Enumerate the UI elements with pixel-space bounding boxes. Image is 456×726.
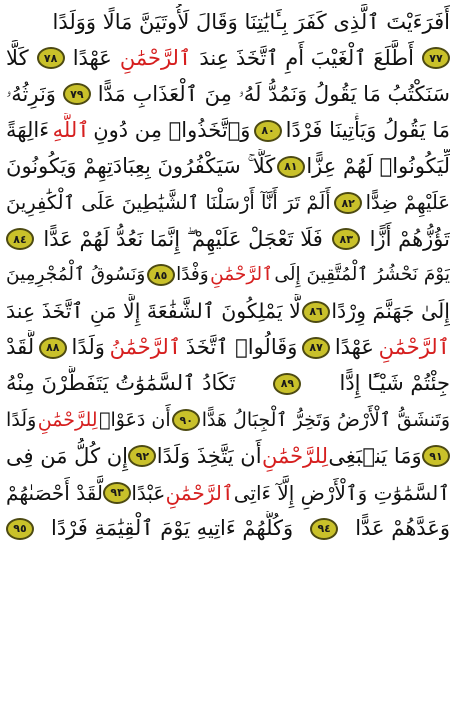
verse-text: فَلَا تَعْجَلْ عَلَيْهِمْ ۖ إِنَّمَا نَعُدُّ لَهُمْ عَدًّا	[43, 226, 323, 251]
verse-text: وَلَدًا	[71, 335, 105, 360]
verse-line	[6, 330, 450, 366]
verse-text: وَلَدًا	[6, 408, 37, 431]
ayah-number: ٨٠	[261, 124, 275, 138]
divine-name-text: ٱلرَّحْمَٰنِ	[210, 264, 274, 286]
verse-text: عَبْدًا	[131, 480, 166, 505]
ayah-number-marker	[422, 47, 450, 69]
verse-line	[6, 4, 450, 40]
ayah-number-marker	[37, 47, 65, 69]
ayah-number: ٩٤	[317, 522, 331, 536]
verse-text: كَلَّا	[6, 45, 29, 70]
ayah-number-marker	[273, 373, 301, 395]
ayah-number-marker	[6, 518, 34, 540]
verse-text: أَلَمْ تَرَ أَنَّآ أَرْسَلْنَا ٱلشَّيَٰطِينَ عَلَى ٱلْكَٰفِرِينَ	[6, 191, 331, 215]
ayah-number-marker	[39, 337, 67, 359]
verse-text: أَفَرَءَيْتَ ٱلَّذِى كَفَرَ بِـَٔايَٰتِنَا وَقَالَ لَأُوتَيَنَّ مَالًا وَوَلَدًا	[52, 9, 450, 34]
verse-text: وَنَسُوقُ ٱلْمُجْرِمِينَ	[6, 264, 146, 286]
ayah-number-marker	[334, 192, 362, 214]
ayah-number-marker	[277, 156, 305, 178]
verse-text: لِّيَكُونُوا۟ لَهُمْ عِزًّا	[306, 154, 450, 179]
divine-name-text: لِلرَّحْمَٰنِ	[261, 443, 328, 468]
ayah-number: ٨٣	[339, 232, 353, 246]
ayah-number-marker	[302, 337, 330, 359]
verse-text: لَّقَدْ أَحْصَىٰهُمْ	[6, 480, 103, 505]
divine-name-text: ٱلرَّحْمَٰنِ	[119, 45, 192, 70]
divine-name-text: ٱلرَّحْمَٰنِ	[165, 480, 234, 505]
ayah-number-marker	[422, 445, 450, 467]
verse-text: تَكَادُ ٱلسَّمَٰوَٰتُ يَتَفَطَّرْنَ مِنْهُ	[6, 371, 236, 396]
verse-text: مَا يَقُولُ وَيَأْتِينَا فَرْدًا	[285, 118, 450, 143]
verse-text: عَهْدًا	[72, 45, 112, 70]
ayah-number: ٩١	[429, 449, 443, 463]
ayah-number: ٧٨	[43, 51, 58, 65]
verse-text: وَكُلُّهُمْ ءَاتِيهِ يَوْمَ ٱلْقِيَٰمَةِ فَرْدًا	[51, 516, 294, 541]
divine-name-text: لِلرَّحْمَٰنِ	[37, 408, 98, 431]
ayah-number-marker	[332, 228, 360, 250]
verse-text: سَنَكْتُبُ مَا يَقُولُ وَنَمُدُّ لَهُۥ مِنَ ٱلْعَذَابِ مَدًّا	[97, 81, 450, 106]
ayah-number: ٨١	[284, 160, 298, 174]
verse-line	[6, 221, 450, 257]
ayah-number: ٩٠	[179, 413, 193, 427]
divine-name-text: ٱلرَّحْمَٰنِ	[378, 335, 450, 360]
verse-line	[6, 402, 450, 438]
ayah-number-marker	[103, 482, 131, 504]
divine-name-text: ٱلرَّحْمَٰنُ	[109, 335, 182, 360]
verse-text: إِن كُلُّ مَن فِى	[6, 443, 129, 468]
verse-text: يَوْمَ نَحْشُرُ ٱلْمُتَّقِينَ إِلَى	[274, 264, 450, 286]
verse-text: أَطَّلَعَ ٱلْغَيْبَ أَمِ ٱتَّخَذَ عِندَ	[199, 45, 414, 70]
verse-line	[6, 474, 450, 510]
ayah-number: ٨٧	[309, 341, 323, 355]
divine-name-text: ٱللَّهِ	[52, 118, 90, 143]
ayah-number-marker	[147, 264, 175, 286]
ayah-number: ٨٢	[341, 196, 355, 210]
verse-text: لَّا يَمْلِكُونَ ٱلشَّفَٰعَةَ إِلَّا مَنِ ٱتَّخَذَ عِندَ	[6, 299, 301, 324]
ayah-number-marker	[310, 518, 338, 540]
verse-text: أَن يَتَّخِذَ وَلَدًا	[156, 443, 262, 468]
ayah-number-marker	[6, 228, 34, 250]
verse-text: وَمَا يَنۢبَغِى	[328, 443, 422, 468]
verse-text: أَن دَعَوْا۟	[99, 408, 171, 431]
ayah-number: ٨٩	[280, 377, 295, 391]
ayah-number: ٧٧	[429, 51, 443, 65]
ayah-number-marker	[63, 83, 91, 105]
verse-text: وَنَرِثُهُۥ	[6, 81, 56, 106]
verse-line	[6, 257, 450, 293]
ayah-number: ٨٤	[13, 232, 27, 246]
ayah-number-marker	[172, 409, 200, 431]
verse-text: عَلَيْهِمْ ضِدًّا	[365, 191, 450, 215]
verse-line	[6, 149, 450, 185]
verse-text: إِلَىٰ جَهَنَّمَ وِرْدًا	[331, 299, 450, 324]
verse-text: جِئْتُمْ شَيْـًٔا إِدًّا	[339, 371, 450, 396]
ayah-number: ٩٢	[135, 449, 150, 463]
ayah-number: ٧٩	[70, 87, 84, 101]
ayah-number: ٩٥	[13, 522, 27, 536]
verse-line	[6, 76, 450, 112]
verse-line	[6, 294, 450, 330]
verse-line	[6, 185, 450, 221]
ayah-number-marker	[254, 120, 282, 142]
verse-text: تَؤُزُّهُمْ أَزًّا	[369, 226, 450, 251]
verse-text: وَتَنشَقُّ ٱلْأَرْضُ وَتَخِرُّ ٱلْجِبَالُ هَدًّا	[201, 408, 450, 431]
ayah-number: ٩٣	[110, 486, 124, 500]
ayah-number: ٨٥	[153, 268, 168, 282]
verse-text: وَٱتَّخَذُوا۟ مِن دُونِ	[93, 118, 251, 143]
ayah-number: ٨٦	[309, 305, 323, 319]
ayah-number-marker	[302, 301, 330, 323]
verse-line	[6, 113, 450, 149]
verse-line	[6, 366, 450, 402]
verse-text: لَّقَدْ	[6, 335, 35, 360]
verse-line	[6, 511, 450, 547]
verse-text: عَهْدًا	[334, 335, 374, 360]
verse-text: وَعَدَّهُمْ عَدًّا	[355, 516, 450, 541]
verse-line	[6, 438, 450, 474]
ayah-number: ٨٨	[46, 341, 60, 355]
verse-text: ءَالِهَةً	[6, 118, 50, 143]
verse-text: ٱلسَّمَٰوَٰتِ وَٱلْأَرْضِ إِلَّآ ءَاتِى	[233, 480, 450, 505]
verse-text: كَلَّا ۚ سَيَكْفُرُونَ بِعِبَادَتِهِمْ وَيَكُونُونَ	[6, 154, 276, 179]
ayah-number-marker	[128, 445, 156, 467]
verse-line	[6, 40, 450, 76]
verse-text: وَفْدًا	[176, 264, 209, 286]
verse-text: وَقَالُوا۟ ٱتَّخَذَ	[185, 335, 298, 360]
